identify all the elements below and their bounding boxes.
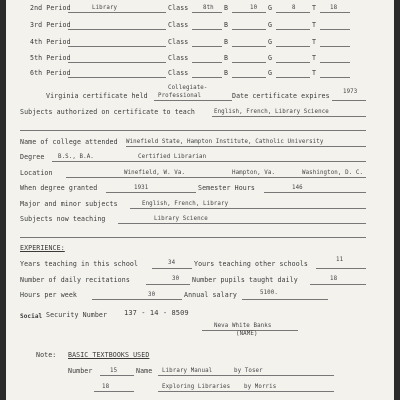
- college-value: Winefield State, Hampton Institute, Catholic University: [126, 139, 324, 145]
- total-label: T: [312, 21, 317, 29]
- hours-label: Hours per week: [20, 291, 77, 299]
- recitations-label: Number of daily recitations: [20, 276, 130, 284]
- note-heading: BASIC TEXTBOOKS USED: [68, 351, 150, 359]
- textbook-title: Exploring Libraries: [162, 384, 231, 390]
- boys-label: B: [224, 54, 229, 62]
- girls-label: G: [268, 54, 273, 62]
- class-value: 8th: [203, 5, 214, 11]
- boys-label: B: [224, 38, 229, 46]
- textbook-number: 15: [110, 368, 118, 374]
- period-label: 4th Period: [30, 38, 71, 46]
- certificate-subjects-label: Subjects authorized on certificate to teach: [20, 108, 195, 116]
- major-minor-label: Major and minor subjects: [20, 200, 118, 208]
- years-school-label: Years teaching in this school: [20, 260, 139, 268]
- pupils-label: Number pupils taught daily: [192, 276, 298, 284]
- total-label: T: [312, 54, 317, 62]
- social-security-label: Security Number: [46, 311, 108, 319]
- years-school-value: 34: [168, 260, 176, 266]
- textbook-author: by Morris: [244, 384, 277, 390]
- total-label: T: [312, 4, 317, 12]
- location-label: Location: [20, 169, 53, 177]
- period-subject: Library: [92, 5, 118, 11]
- degree-granted-label: When degree granted: [20, 184, 98, 192]
- certificate-held-label: Virginia certificate held: [46, 92, 148, 100]
- major-minor-value: English, French, Library: [142, 201, 229, 207]
- certificate-expires-value: 1973: [343, 89, 358, 95]
- period-label: 3rd Period: [30, 21, 71, 29]
- salary-label: Annual salary: [184, 291, 237, 299]
- girls-label: G: [268, 69, 273, 77]
- signature-name: Neva White Banks: [214, 323, 272, 329]
- certificate-subjects-value: English, French, Library Science: [214, 109, 329, 115]
- hours-value: 30: [148, 292, 156, 298]
- boys-label: B: [224, 4, 229, 12]
- recitations-value: 30: [172, 276, 180, 282]
- period-label: 5th Period: [30, 54, 71, 62]
- salary-value: 5100.: [260, 290, 278, 296]
- class-label: Class: [168, 4, 189, 12]
- location-value-1: Winefield, W. Va.: [124, 170, 186, 176]
- certificate-type: Professional: [158, 93, 202, 99]
- degree-value: B.S., B.A.: [58, 154, 94, 160]
- certificate-expires-label: Date certificate expires: [232, 92, 330, 100]
- total-value: 18: [330, 5, 338, 11]
- signature-caption: (NAME): [236, 331, 258, 337]
- class-label: Class: [168, 54, 189, 62]
- social-label-top: Social: [20, 313, 43, 320]
- class-label: Class: [168, 38, 189, 46]
- girls-label: G: [268, 21, 273, 29]
- total-label: T: [312, 38, 317, 46]
- boys-label: B: [224, 21, 229, 29]
- semester-hours-value: 146: [292, 185, 303, 191]
- college-label: Name of college attended: [20, 138, 118, 146]
- location-value-2: Hampton, Va.: [232, 170, 276, 176]
- textbook-author: by Toser: [234, 368, 263, 374]
- class-label: Class: [168, 21, 189, 29]
- degree-extra: Certified Librarian: [138, 154, 207, 160]
- note-label: Note:: [36, 351, 57, 359]
- name-label: Name: [136, 367, 153, 375]
- years-other-value: 11: [336, 257, 344, 263]
- semester-hours-label: Semester Hours: [198, 184, 255, 192]
- experience-heading: EXPERIENCE:: [20, 244, 65, 252]
- pupils-value: 18: [330, 276, 338, 282]
- girls-value: 8: [292, 5, 296, 11]
- total-label: T: [312, 69, 317, 77]
- location-value-3: Washington, D. C.: [302, 170, 364, 176]
- social-security-value: 137 - 14 - 8509: [124, 309, 189, 317]
- document-page: [6, 0, 394, 400]
- degree-granted-value: 1931: [134, 185, 149, 191]
- boys-value: 10: [250, 5, 258, 11]
- degree-label: Degree: [20, 153, 45, 161]
- girls-label: G: [268, 38, 273, 46]
- boys-label: B: [224, 69, 229, 77]
- period-label: 6th Period: [30, 69, 71, 77]
- period-label: 2nd Period: [30, 4, 71, 12]
- girls-label: G: [268, 4, 273, 12]
- subjects-now-label: Subjects now teaching: [20, 215, 106, 223]
- class-label: Class: [168, 69, 189, 77]
- textbook-number: 18: [102, 384, 110, 390]
- number-label: Number: [68, 367, 93, 375]
- certificate-type-top: Collegiate-: [168, 85, 208, 91]
- textbook-title: Library Manual: [162, 368, 213, 374]
- subjects-now-value: Library Science: [154, 216, 208, 222]
- years-other-label: Yours teaching other schools: [194, 260, 308, 268]
